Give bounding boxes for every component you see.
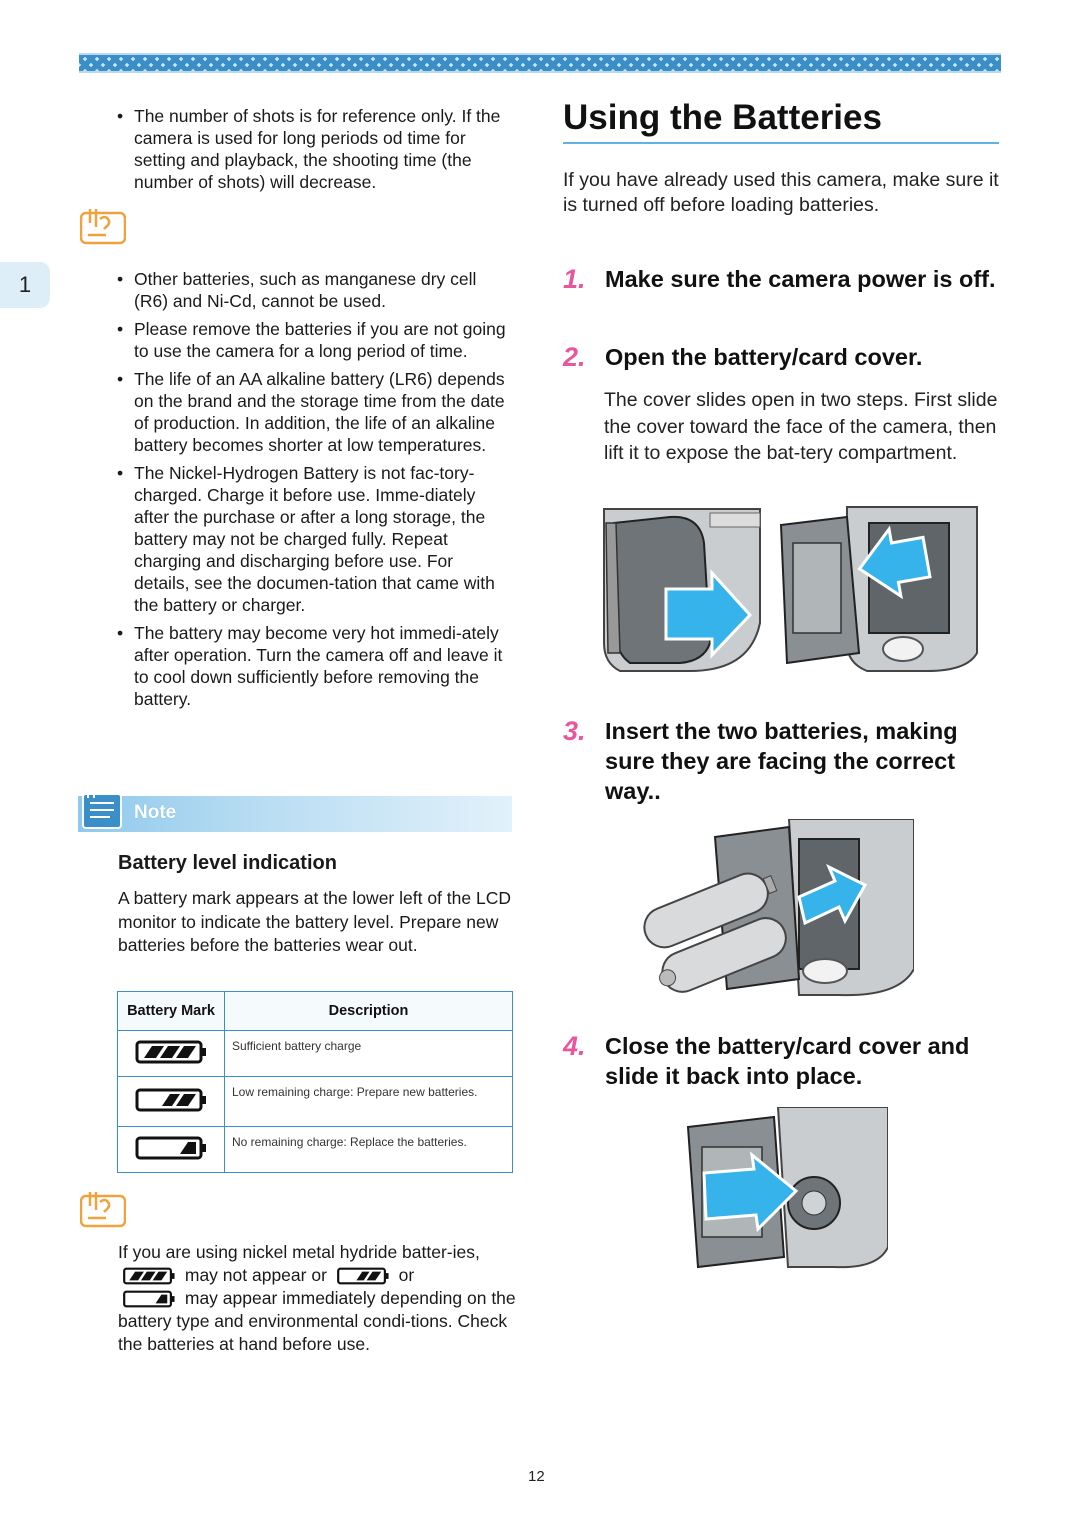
- note-label: Note: [134, 802, 177, 823]
- nimh-text-part: may appear immediately depending on the battery type and environmental condi-tions. Check the batteries at hand before use.: [118, 1288, 516, 1354]
- battery-low-icon: [134, 1087, 208, 1113]
- list-item: • Please remove the batteries if you are not going to use the camera for a long period of time.: [117, 318, 512, 362]
- table-header-battery-mark: Battery Mark: [118, 992, 225, 1031]
- step-number: 4.: [563, 1031, 586, 1061]
- camera-cover-slide-illustration: [600, 503, 768, 675]
- table-row: [118, 1077, 513, 1127]
- battery-full-icon: [122, 1266, 176, 1286]
- step-number: 3.: [563, 716, 586, 746]
- battery-mark-table: [117, 991, 513, 1173]
- caution-bullet-list: [117, 268, 512, 716]
- battery-level-heading: Battery level indication: [118, 852, 337, 874]
- list-item: • The number of shots is for reference only. If the camera is used for long periods od time for setting and playback, the shooting time (the number of shots) will decrease.: [117, 105, 512, 193]
- step-2-detail-text: The cover slides open in two steps. First slide the cover toward the face of the camera, then lift it to expose the bat-tery compartment.: [604, 389, 998, 464]
- table-row: [118, 1031, 513, 1077]
- table-header-description: Description: [225, 992, 513, 1031]
- reference-bullet-list: [117, 105, 512, 199]
- table-cell-description: Sufficient battery charge: [225, 1031, 513, 1077]
- table-cell-description: No remaining charge: Replace the batteries.: [225, 1127, 513, 1173]
- page-title: Using the Batteries: [563, 98, 882, 137]
- header-decorative-band: [79, 53, 1001, 73]
- battery-empty-icon: [134, 1135, 208, 1161]
- battery-full-icon: [134, 1039, 208, 1065]
- caution-memo-icon: [80, 1190, 126, 1228]
- title-divider: [563, 142, 999, 144]
- chapter-tab: 1: [0, 262, 50, 308]
- step-number: 1.: [563, 264, 586, 294]
- battery-low-icon: [336, 1266, 390, 1286]
- list-item: • Other batteries, such as manganese dry cell (R6) and Ni-Cd, cannot be used.: [117, 268, 512, 312]
- battery-empty-icon: [122, 1289, 176, 1309]
- table-cell-description: Low remaining charge: Prepare new batteries.: [225, 1077, 513, 1127]
- list-item: • The battery may become very hot immedi-ately after operation. Turn the camera off and leave it to cool down sufficiently before removing the battery.: [117, 622, 512, 710]
- intro-text: If you have already used this camera, make sure it is turned off before loading batteries.: [563, 169, 999, 216]
- step-number: 2.: [563, 342, 586, 372]
- step-text: Open the battery/card cover.: [605, 344, 923, 370]
- notepad-icon: [80, 790, 126, 832]
- step-text: Close the battery/card cover and slide it back into place.: [605, 1033, 970, 1089]
- close-cover-illustration: [684, 1107, 888, 1269]
- list-item: • The life of an AA alkaline battery (LR6) depends on the brand and the storage time from the date of production. In addition, the life of an alkaline battery becomes shorter at low temperatures.: [117, 368, 512, 456]
- camera-cover-lift-illustration: [777, 503, 982, 675]
- nimh-note-text: [118, 1241, 518, 1356]
- list-item: • The Nickel-Hydrogen Battery is not fac-tory-charged. Charge it before use. Imme-diately after the purchase or after a long storage, the battery may not be charged fully. Repeat charging and discharging before use. For details, see the documen-tation that came with the battery or charger.: [117, 462, 512, 616]
- step-text: Make sure the camera power is off.: [605, 266, 996, 292]
- caution-memo-icon: [80, 207, 126, 245]
- battery-level-text: A battery mark appears at the lower left of the LCD monitor to indicate the battery level. Prepare new batteries before the batteries wear out.: [118, 888, 511, 955]
- table-row: [118, 1127, 513, 1173]
- nimh-text-part: or: [398, 1265, 415, 1285]
- page-number: 12: [528, 1468, 545, 1485]
- nimh-text-part: may not appear or: [184, 1265, 327, 1285]
- step-text: Insert the two batteries, making sure they are facing the correct way..: [605, 718, 958, 804]
- insert-batteries-illustration: [639, 819, 914, 997]
- nimh-text-part: If you are using nickel metal hydride batter-ies,: [118, 1242, 480, 1262]
